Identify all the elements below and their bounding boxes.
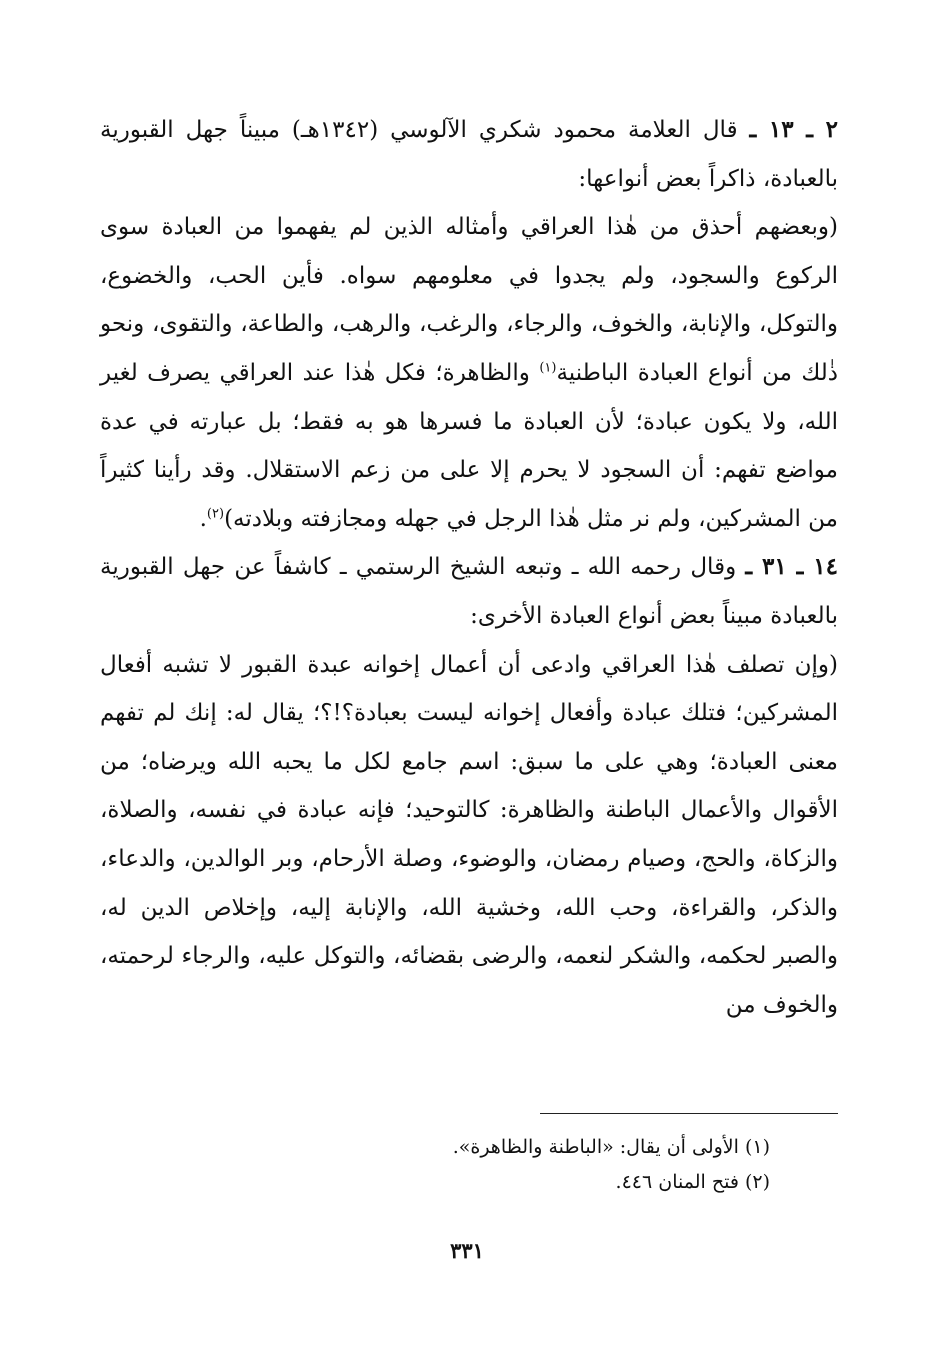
period: . <box>199 505 207 532</box>
item-number: ٢ ـ ١٣ ـ <box>749 116 839 143</box>
item-number: ١٤ ـ ٣١ ـ <box>745 553 838 581</box>
footnote-ref-1: (١) <box>539 360 557 376</box>
footnote-1: (١) الأولى أن يقال: «الباطنة والظاهرة». <box>452 1136 770 1158</box>
quote-text: (وبعضهم أحذق من هٰذا العراقي وأمثاله الذين لم يفهموا من العبادة سوى الركوع والسجود، ولم يجدوا في معلومهم سواه. فأين الحب، والخضوع، والتوكل، والإنابة، والخوف، والرجاء، والرغب، والرهب، والطاعة، والتقوى، ونحو ذٰلك من أنواع العبادة الباطنية <box>100 214 838 386</box>
footnote-2: (٢) فتح المنان ٤٤٦. <box>615 1171 770 1193</box>
footnote-divider <box>540 1113 838 1114</box>
paragraph-3 <box>100 543 838 640</box>
quote-text-continued: والظاهرة؛ فكل هٰذا عند العراقي يصرف لغير الله، ولا يكون عبادة؛ لأن العبادة ما فسرها هو به فقط؛ بل عبارته في عدة مواضع تفهم: أن السجود لا يحرم إلا على من زعم الاستقلال. وقد رأينا كثيراً من المشركين، ولم نر مثل هٰذا الرجل في جهله ومجازفته وبلادته) <box>100 359 838 532</box>
main-text <box>100 106 838 1029</box>
paragraph-4 <box>100 641 838 1030</box>
paragraph-2 <box>100 203 838 543</box>
quote-text: (وإن تصلف هٰذا العراقي وادعى أن أعمال إخوانه عبدة القبور لا تشبه أفعال المشركين؛ فتلك عبادة وأفعال إخوانه ليست بعبادة؟!؟؛ يقال له: إنك لم تفهم معنى العبادة؛ وهي على ما سبق: اسم جامع لكل ما يحبه الله ويرضاه؛ من الأقوال والأعمال الباطنة والظاهرة: كالتوحيد؛ فإنه عبادة في نفسه، والصلاة، والزكاة، والحج، وصيام رمضان، والوضوء، وصلة الأرحام، وبر الوالدين، والدعاء، والذكر، والقراءة، وحب الله، وخشية الله، والإنابة إليه، وإخلاص الدين له، والصبر لحكمه، والشكر لنعمه، والرضى بقضائه، والتوكل عليه، والرجاء لرحمته، والخوف من <box>100 651 838 1018</box>
paragraph-text: وقال رحمه الله ـ وتبعه الشيخ الرستمي ـ كاشفاً عن جهل القبورية بالعبادة مبيناً بعض أنواع العبادة الأخرى: <box>100 554 838 629</box>
footnote-ref-2: (٢) <box>206 506 225 522</box>
page-number: ٣٣١ <box>450 1238 484 1263</box>
paragraph-text: قال العلامة محمود شكري الآلوسي (١٣٤٢هـ) مبيناً جهل القبورية بالعبادة، ذاكراً بعض أنواعها: <box>100 117 838 192</box>
paragraph-1 <box>100 106 838 203</box>
footnotes <box>100 1130 770 1200</box>
